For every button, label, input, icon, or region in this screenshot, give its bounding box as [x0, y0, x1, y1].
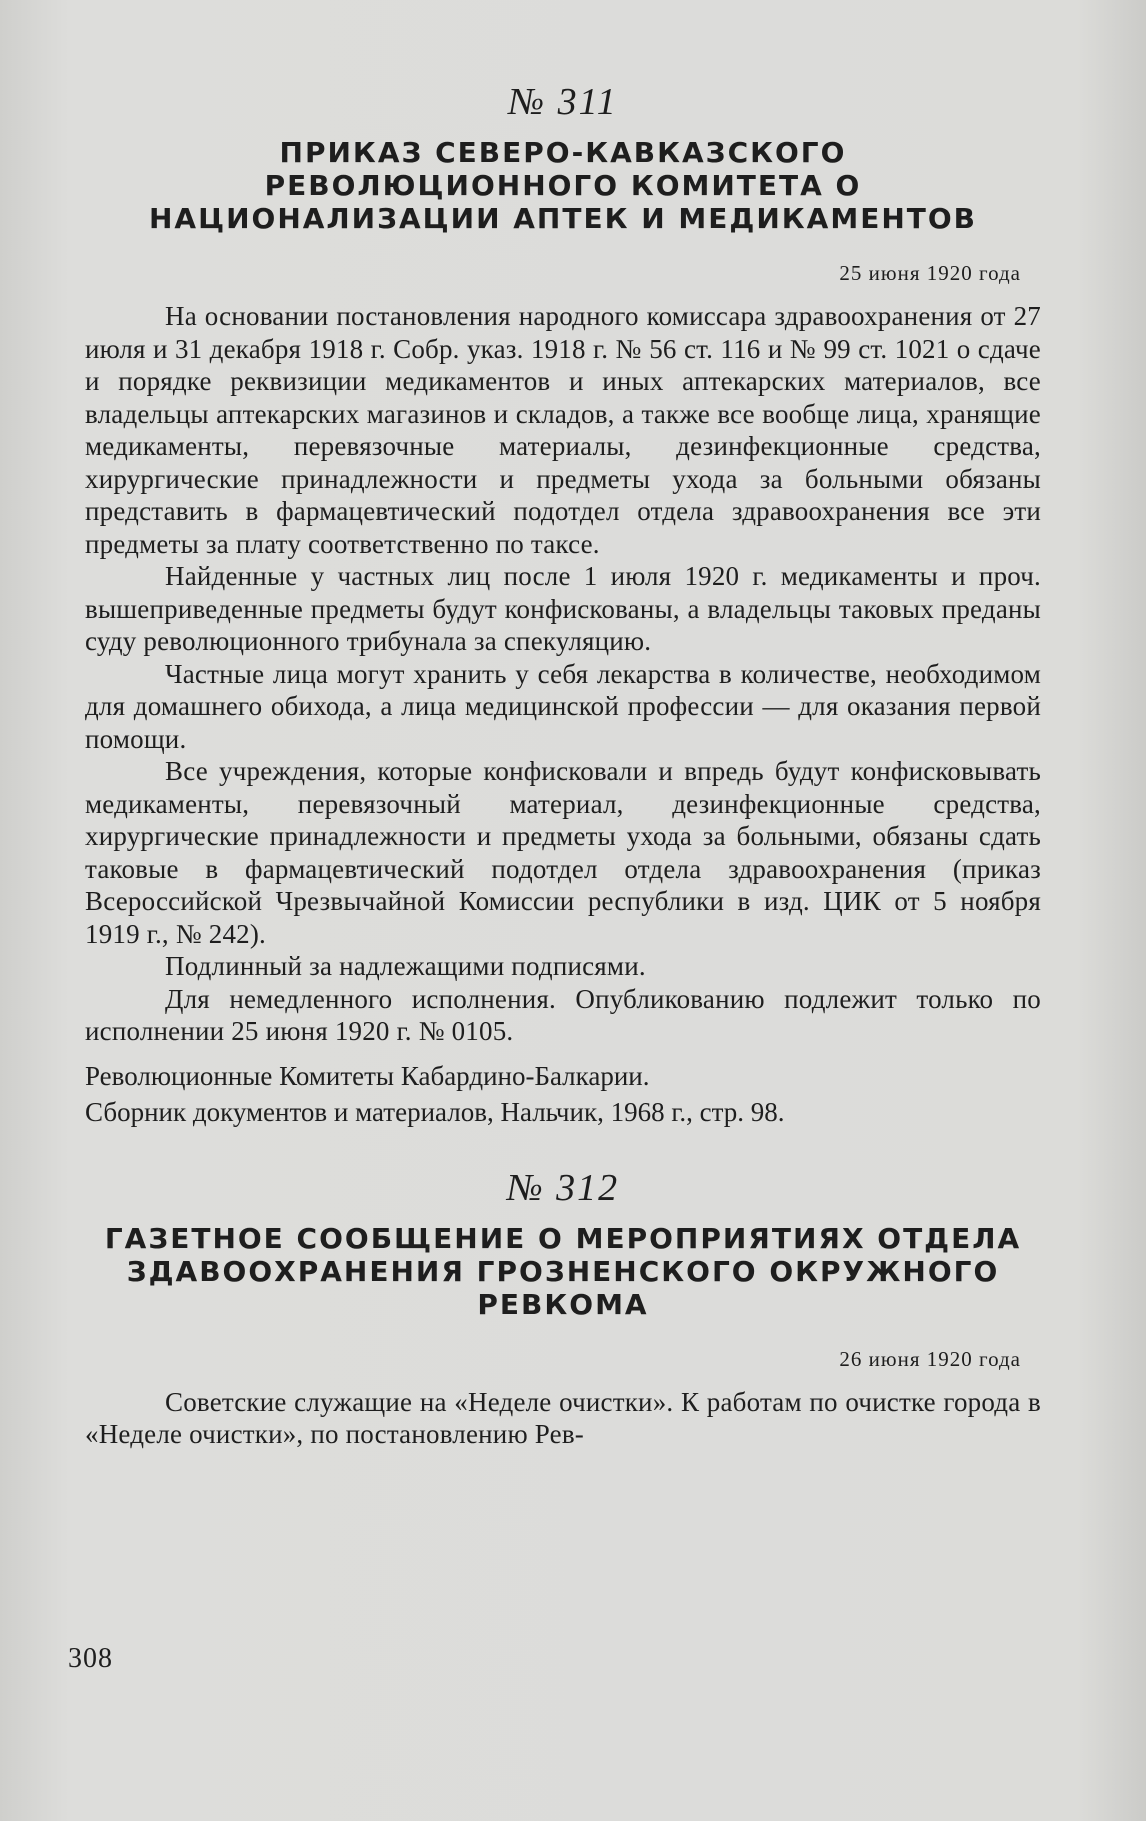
paragraph: Советские служащие на «Неделе очистки». К работам по очистке города в «Неделе очистки», по постановлению Рев-: [85, 1386, 1041, 1449]
paragraph: Частные лица могут хранить у себя лекарства в количестве, необходимом для домашнего обихода, а лица медицинской профессии — для оказания первой помощи.: [85, 658, 1041, 754]
source-citation-line: Революционные Комитеты Кабардино-Балкарии.: [85, 1060, 650, 1091]
source-citation-line: Сборник документов и материалов, Нальчик, 1968 г., стр. 98.: [85, 1096, 785, 1127]
paragraph: На основании постановления народного комиссара здравоохранения от 27 июля и 31 декабря 1918 г. Собр. указ. 1918 г. № 56 ст. 116 и № 99 ст. 1021 о сдаче и порядке реквизиции медикаментов и иных аптекарских материалов, все владельцы аптекарских магазинов и складов, а также все вообще лица, хранящие медикаменты, перевязочные материалы, дезинфекционные средства, хирургические принадлежности и предметы ухода за больными обязаны представить в фармацевтический подотдел отдела здравоохранения все эти предметы за плату соответственно по таксе.: [85, 301, 1041, 559]
document-number: № 311: [508, 81, 618, 123]
paragraph: Для немедленного исполнения. Опубликованию подлежит только по исполнении 25 июня 1920 г. № 0105.: [85, 983, 1041, 1046]
paragraph: Подлинный за надлежащими подписями.: [165, 951, 646, 981]
document-title: ГАЗЕТНОЕ СООБЩЕНИЕ О МЕРОПРИЯТИЯХ ОТДЕЛА ЗДАВООХРАНЕНИЯ ГРОЗНЕНСКОГО ОКРУЖНОГО РЕВКОМА: [104, 1221, 1022, 1321]
document-date: 26 июня 1920 года: [839, 1346, 1021, 1371]
page-number: 308: [68, 1643, 113, 1674]
document-title: ПРИКАЗ СЕВЕРО-КАВКАЗСКОГО РЕВОЛЮЦИОННОГО КОМИТЕТА О НАЦИОНАЛИЗАЦИИ АПТЕК И МЕДИКАМЕНТОВ: [149, 136, 977, 235]
paragraph: Все учреждения, которые конфисковали и впредь будут конфисковывать медикаменты, перевязочный материал, дезинфекционные средства, хирургические принадлежности и предметы ухода за больными, обязаны сдать таковые в фармацевтический подотдел отдела здравоохранения (приказ Всероссийской Чрезвычайной Комиссии республики в изд. ЦИК от 5 ноября 1919 г., № 242).: [85, 756, 1041, 949]
document-311: [85, 80, 1041, 1130]
document-number: № 312: [506, 1166, 620, 1209]
document-312: [85, 1166, 1041, 1451]
paragraph: Найденные у частных лиц после 1 июля 1920 г. медикаменты и проч. вышеприведенные предметы будут конфискованы, а владельцы таковых преданы суду революционного трибунала за спекуляцию.: [85, 561, 1041, 656]
document-date: 25 июня 1920 года: [839, 261, 1021, 285]
